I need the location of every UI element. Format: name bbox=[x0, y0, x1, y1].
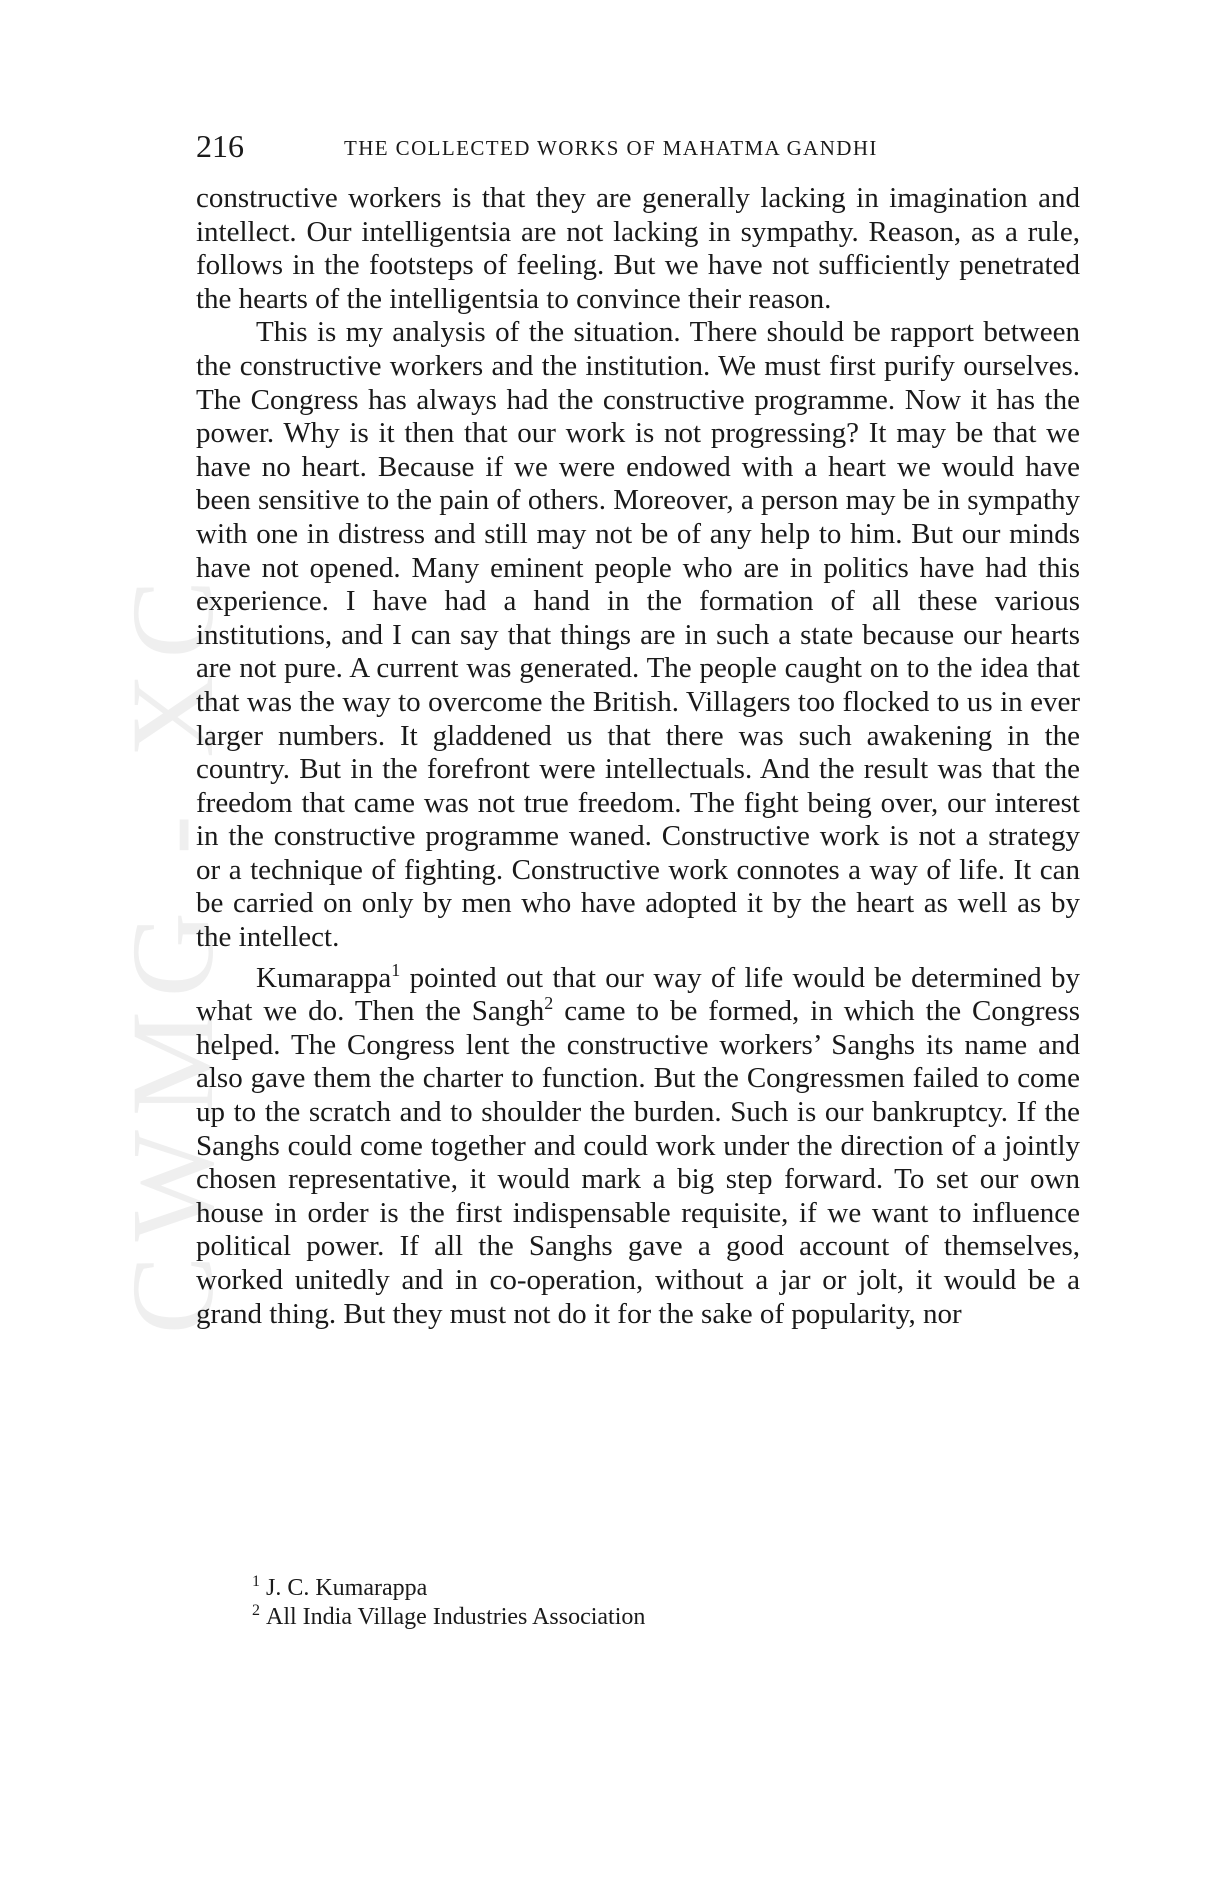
footnote-ref-2[interactable]: 2 bbox=[544, 993, 554, 1014]
footnote-2 bbox=[252, 1603, 952, 1632]
paragraph-kumarappa bbox=[196, 959, 1080, 1332]
footnote-1 bbox=[252, 1574, 952, 1603]
paragraph-kumarappa-part3: came to be formed, in which the Congress helped. The Congress lent the constructive workers’ Sanghs its name and also gave them the charter to function. But the Congressmen failed to come up to the scratch and to shoulder the burden. Such is our bankruptcy. If the Sanghs could come together and could work under the direction of a jointly chosen representative, it would mark a big step forward. To set our own house in order is the first indispensable requisite, if we want to influence political power. If all the Sanghs gave a good account of themselves, worked unitedly and in co-operation, without a jar or jolt, it would be a grand thing. But they must not do it for the sake of popularity, nor bbox=[196, 995, 1080, 1330]
paragraph-kumarappa-part1: Kumarappa bbox=[256, 961, 392, 994]
running-head: THE COLLECTED WORKS OF MAHATMA GANDHI bbox=[344, 136, 878, 160]
footnotes bbox=[252, 1574, 952, 1632]
watermark-text: CWMG - XC bbox=[107, 565, 238, 1335]
body-text bbox=[196, 182, 1080, 1331]
page-number: 216 bbox=[196, 128, 244, 164]
page-header bbox=[196, 126, 1080, 166]
footnote-text: J. C. Kumarappa bbox=[266, 1575, 428, 1601]
footnote-marker: 2 bbox=[252, 1602, 260, 1619]
paragraph-kumarappa-part2: pointed out that our way of life would be determined by what we do. Then the Sangh bbox=[196, 961, 1080, 1028]
footnote-text: All India Village Industries Association bbox=[266, 1604, 646, 1630]
footnote-ref-1[interactable]: 1 bbox=[391, 959, 401, 980]
paragraph-continued: constructive workers is that they are generally lacking in imagination and intellect. Our intelligentsia are not lacking in sympathy. Reason, as a rule, follows in the footsteps of feeling. But we have not sufficiently penetrated the hearts of the intelligentsia to convince their reason. bbox=[196, 182, 1080, 315]
paragraph-analysis: This is my analysis of the situation. There should be rapport between the constructive workers and the institution. We must first purify ourselves. The Congress has always had the constructive programme. Now it has the power. Why is it then that our work is not progressing? It may be that we have no heart. Because if we were endowed with a heart we would have been sensitive to the pain of others. Moreover, a person may be in sympathy with one in distress and still may not be of any help to him. But our minds have not opened. Many eminent people who are in politics have had this experience. I have had a hand in the formation of all these various institutions, and I can say that things are in such a state because our hearts are not pure. A current was generated. The people caught on to the idea that that was the way to overcome the British. Villagers too flocked to us in ever larger numbers. It gladdened us that there was such awakening in the country. But in the forefront were intellectuals. And the result was that the freedom that came was not true freedom. The fight being over, our interest in the constructive programme waned. Constructive work is not a strategy or a technique of fighting. Constructive work connotes a way of life. It can be carried on only by men who have adopted it by the heart as well as by the intellect. bbox=[196, 316, 1080, 954]
footnote-marker: 1 bbox=[252, 1573, 260, 1590]
